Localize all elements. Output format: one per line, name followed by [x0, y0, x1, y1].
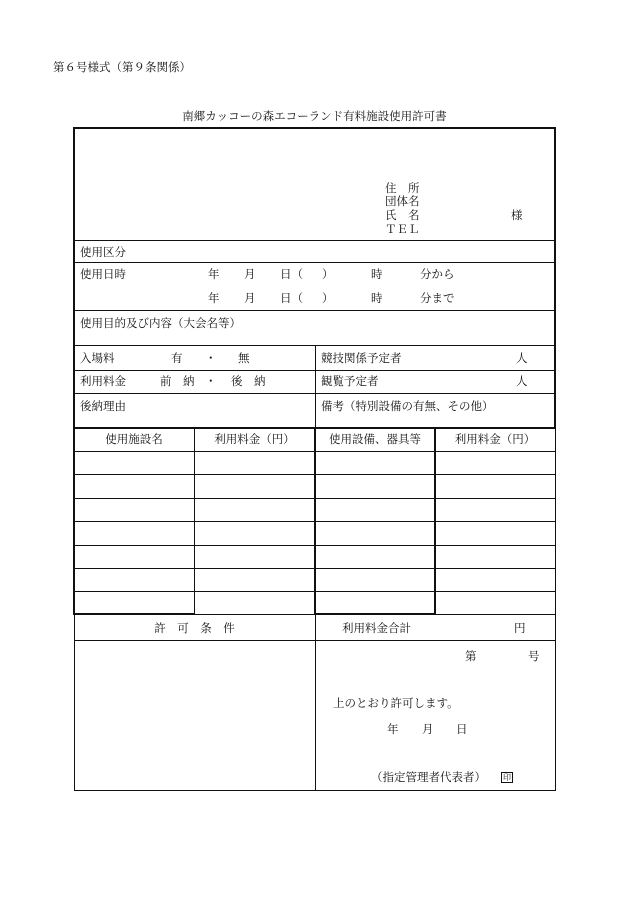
participants-label: 競技関係予定者 [321, 351, 402, 365]
facility-fee-cell [194, 474, 315, 497]
equipment-fee-cell [435, 474, 555, 497]
usage-fee-label: 利用料金 [80, 374, 126, 388]
equipment-name-cell [315, 474, 435, 497]
to-day-label: 日（ [280, 291, 303, 305]
equipment-name-cell [315, 567, 435, 590]
spectators-unit: 人 [516, 374, 528, 388]
permit-number-prefix: 第 [465, 649, 477, 663]
postpay-reason-label: 後納理由 [80, 399, 126, 413]
usage-category-label: 使用区分 [80, 245, 126, 259]
to-year-label: 年 [208, 291, 220, 305]
column-divider [315, 614, 316, 790]
facility-name-cell [74, 521, 194, 544]
admission-fee-separator: ・ [205, 351, 217, 365]
facility-name-cell [74, 474, 194, 497]
facility-fee-cell [194, 567, 315, 590]
permit-number-suffix: 号 [528, 649, 540, 663]
facility-name-cell [74, 498, 194, 521]
to-month-label: 月 [244, 291, 256, 305]
admission-fee-no: 無 [238, 351, 250, 365]
from-month-label: 月 [244, 267, 256, 281]
facility-fee-cell [194, 451, 315, 474]
usage-fee-prepaid: 前 納 [160, 374, 195, 388]
name-label: 氏 名 [385, 208, 420, 222]
equipment-name-cell [315, 451, 435, 474]
usage-fee-postpaid: 後 納 [231, 374, 266, 388]
admission-fee-yes: 有 [171, 351, 183, 365]
facility-name-header: 使用施設名 [105, 432, 163, 446]
address-label: 住 所 [385, 181, 420, 195]
purpose-label: 使用目的及び内容（大会名等） [80, 316, 241, 330]
frame-right-border-lower [555, 428, 556, 791]
frame-bottom-border [74, 790, 556, 791]
facility-table-body [74, 451, 555, 614]
total-fee-unit: 円 [514, 621, 526, 635]
facility-name-cell [74, 544, 194, 567]
permit-date-month: 月 [422, 722, 434, 736]
usage-datetime-label: 使用日時 [80, 267, 126, 281]
honorific-label: 様 [511, 208, 523, 222]
admission-fee-label: 入場料 [80, 351, 115, 365]
seal-mark: 印 [503, 773, 511, 782]
table-row [74, 544, 555, 567]
to-hour-label: 時 [371, 291, 383, 305]
spectators-label: 観覧予定者 [321, 374, 379, 388]
frame-right-border [554, 127, 556, 429]
equipment-fee-cell [435, 567, 555, 590]
table-row [74, 498, 555, 521]
from-weekday-close: ） [322, 267, 334, 281]
from-minute-label: 分から [420, 267, 455, 281]
facility-fee-cell [194, 498, 315, 521]
table-row [74, 451, 555, 474]
equipment-fee-cell [435, 451, 555, 474]
facility-fee-cell [194, 591, 315, 614]
table-row [74, 521, 555, 544]
table-row [74, 567, 555, 590]
equipment-fee-cell [435, 498, 555, 521]
facility-fee-cell [194, 521, 315, 544]
permit-statement: 上のとおり許可します。 [333, 696, 459, 710]
to-weekday-close: ） [322, 291, 334, 305]
facility-fee-header: 利用料金（円） [214, 432, 295, 446]
from-day-label: 日（ [280, 267, 303, 281]
table-row [74, 591, 555, 614]
total-fee-label: 利用料金合計 [342, 621, 411, 635]
equipment-fee-cell [435, 544, 555, 567]
to-minute-label: 分まで [420, 291, 455, 305]
equipment-name-header: 使用設備、器具等 [329, 432, 421, 446]
document-title: 南郷カッコーの森エコーランド有料施設使用許可書 [182, 109, 447, 123]
facility-name-cell [74, 591, 194, 614]
equipment-name-cell [315, 521, 435, 544]
table-row [74, 474, 555, 497]
equipment-name-cell [315, 544, 435, 567]
row-divider [74, 240, 555, 241]
permit-conditions-label: 許 可 条 件 [154, 621, 235, 635]
permit-date-day: 日 [456, 722, 468, 736]
facility-fee-cell [194, 544, 315, 567]
facility-name-cell [74, 567, 194, 590]
equipment-fee-header: 利用料金（円） [454, 432, 536, 446]
row-divider [74, 310, 555, 311]
equipment-name-cell [315, 591, 435, 614]
participants-unit: 人 [516, 351, 528, 365]
tel-label: ＴＥＬ [385, 222, 420, 236]
facility-name-cell [74, 451, 194, 474]
equipment-name-cell [315, 498, 435, 521]
form-number: 第６号様式（第９条関係） [53, 60, 191, 74]
permit-issuer: （指定管理者代表者） [371, 770, 486, 784]
equipment-fee-cell [435, 521, 555, 544]
row-divider [74, 262, 555, 263]
usage-fee-separator: ・ [205, 374, 217, 388]
group-name-label: 団体名 [385, 194, 420, 208]
from-hour-label: 時 [371, 267, 383, 281]
permit-date-year: 年 [387, 722, 399, 736]
remarks-label: 備考（特別設備の有無、その他） [321, 399, 494, 413]
equipment-fee-cell [435, 591, 555, 614]
frame-top-border [73, 127, 556, 129]
column-divider [315, 345, 316, 428]
from-year-label: 年 [208, 267, 220, 281]
